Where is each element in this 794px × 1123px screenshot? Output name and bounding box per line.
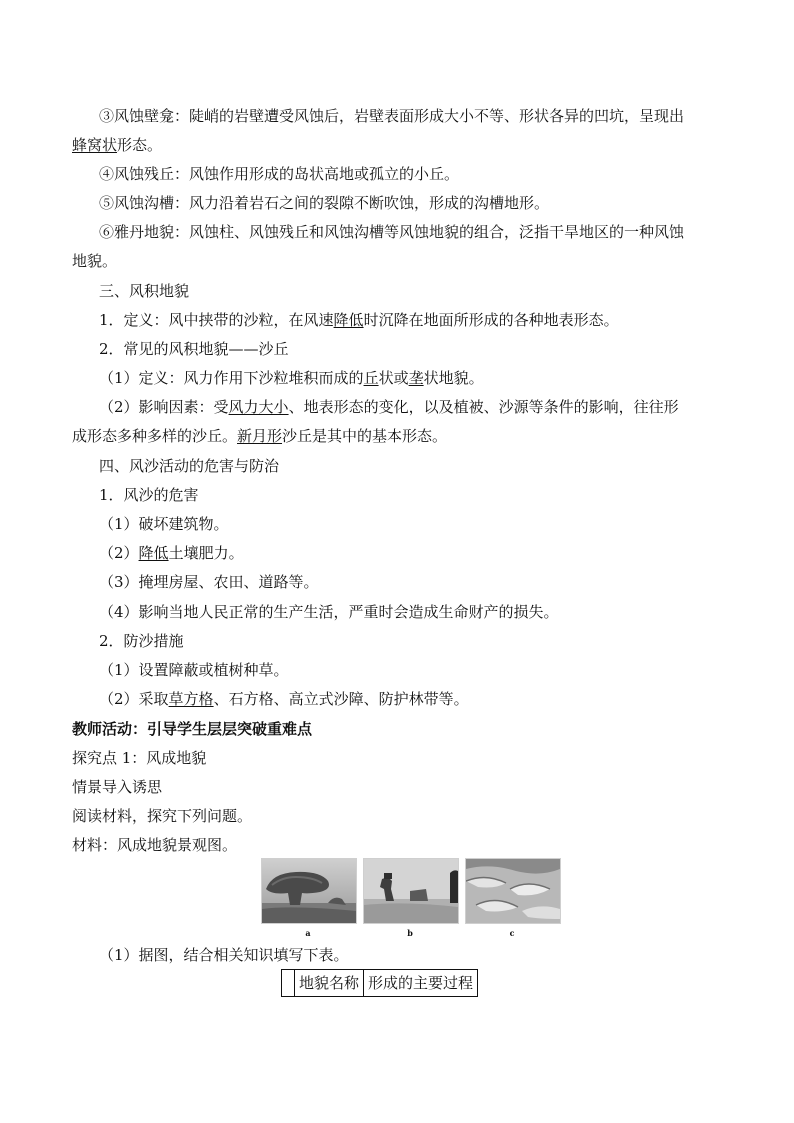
- text-line: （2）降低土壤肥力。: [99, 544, 244, 562]
- text-line: （1）设置障蔽或植树种草。: [99, 661, 289, 679]
- text-line: （2）影响因素：受风力大小、地表形态的变化，以及植被、沙源等条件的影响，往往形: [99, 398, 679, 416]
- text-line: ⑤风蚀沟槽：风力沿着岩石之间的裂隙不断吹蚀，形成的沟槽地形。: [99, 194, 550, 212]
- sand-dune-image: [466, 859, 560, 923]
- photo-c-sand-dunes: [465, 858, 561, 924]
- text-line: ④风蚀残丘：风蚀作用形成的岛状高地或孤立的小丘。: [99, 165, 460, 183]
- text-line: 地貌。: [72, 252, 118, 270]
- text-line: 探究点 1：风成地貌: [72, 749, 207, 767]
- text-line: 材料：风成地貌景观图。: [72, 836, 238, 854]
- text-line: （4）影响当地人民正常的生产生活，严重时会造成生命财产的损失。: [99, 603, 559, 621]
- text-line: ③风蚀壁龛：陡峭的岩壁遭受风蚀后，岩壁表面形成大小不等、形状各异的凹坑，呈现出: [99, 107, 685, 125]
- table-header-blank: [282, 970, 295, 997]
- question-line: （1）据图，结合相关知识填写下表。: [99, 946, 349, 964]
- photo-a-mushroom-rock: [261, 858, 357, 924]
- photo-caption-a: a: [305, 928, 311, 938]
- text-line: 情景导入诱思: [72, 778, 163, 796]
- mushroom-rock-image: [262, 859, 356, 923]
- landform-fill-table: [281, 969, 478, 997]
- text-line: ⑥雅丹地貌：风蚀柱、风蚀残丘和风蚀沟槽等风蚀地貌的组合，泛指干旱地区的一种风蚀: [99, 223, 685, 241]
- text-line: 成形态多种多样的沙丘。新月形沙丘是其中的基本形态。: [72, 427, 448, 445]
- text-line: （3）掩埋房屋、农田、道路等。: [99, 573, 319, 591]
- section-heading: 四、风沙活动的危害与防治: [99, 457, 280, 475]
- text-line: （1）破坏建筑物。: [99, 515, 229, 533]
- photo-caption-c: c: [509, 928, 515, 938]
- text-line: 2．防沙措施: [99, 632, 184, 650]
- photo-b-yardang-pillars: [363, 858, 459, 924]
- text-line: 1．定义：风中挟带的沙粒，在风速降低时沉降在地面所形成的各种地表形态。: [99, 311, 619, 329]
- text-line: 2．常见的风积地貌——沙丘: [99, 340, 289, 358]
- text-line: 蜂窝状形态。: [72, 136, 163, 154]
- section-heading: 三、风积地貌: [99, 282, 190, 300]
- text-line: （1）定义：风力作用下沙粒堆积而成的丘状或垄状地貌。: [99, 369, 484, 387]
- yardang-pillar-image: [364, 859, 458, 923]
- photo-caption-b: b: [407, 928, 413, 938]
- table-header-process: 形成的主要过程: [364, 970, 478, 997]
- landform-photos: [261, 858, 571, 942]
- text-line: 阅读材料，探究下列问题。: [72, 807, 253, 825]
- text-line: （2）采取草方格、石方格、高立式沙障、防护林带等。: [99, 690, 469, 708]
- table-header-row: [282, 970, 478, 997]
- table-header-landform: 地貌名称: [295, 970, 364, 997]
- text-line: 1．风沙的危害: [99, 486, 199, 504]
- activity-heading: 教师活动：引导学生层层突破重难点: [72, 720, 313, 738]
